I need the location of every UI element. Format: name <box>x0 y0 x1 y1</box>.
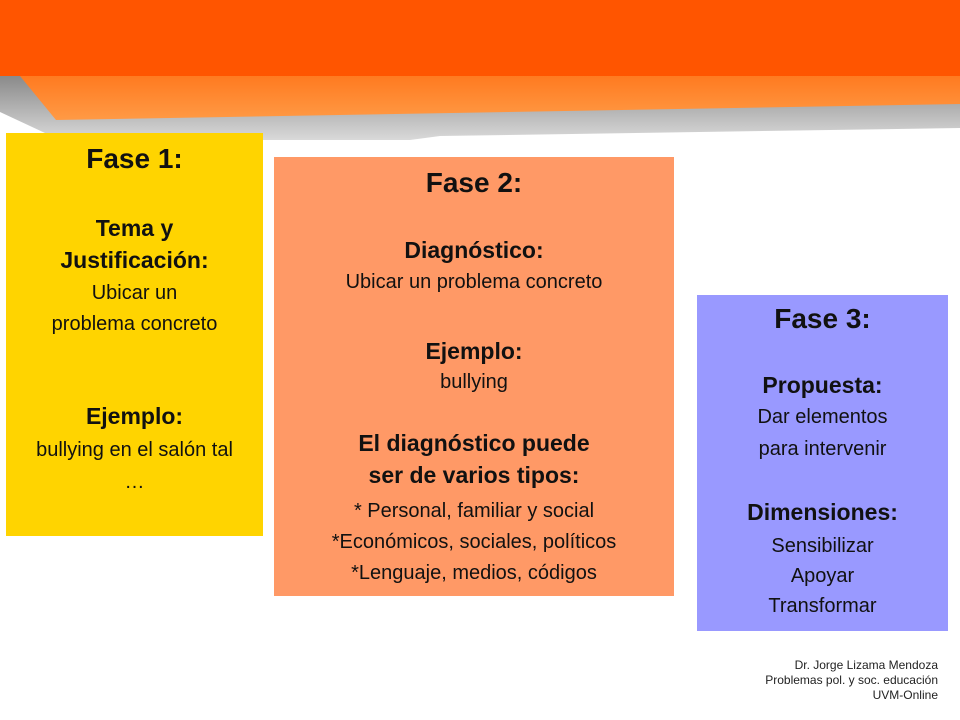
credits <box>765 658 938 703</box>
phase-3-dimension-item: Transformar <box>768 595 877 617</box>
phase-2-title: Fase 2: <box>425 167 523 198</box>
phase-1-text-line-2: problema concreto <box>51 313 218 335</box>
phase-2-types-heading-line-1: El diagnóstico puede <box>358 430 590 456</box>
phase-3-text-line-1: Dar elementos <box>757 406 888 428</box>
phase-3-dimension-item: Sensibilizar <box>771 535 874 557</box>
phase-2-heading: Diagnóstico: <box>404 237 544 263</box>
phase-3-box <box>697 295 948 631</box>
phase-2-box <box>274 157 674 596</box>
phase-2-type-item: *Lenguaje, medios, códigos <box>351 562 597 584</box>
phase-1-example-line-2: … <box>124 471 145 493</box>
phase-2-types-heading-line-2: ser de varios tipos: <box>368 462 580 488</box>
phase-1-box <box>6 133 263 536</box>
header-banner <box>0 0 960 140</box>
credits-institution: UVM-Online <box>872 688 938 702</box>
phase-1-text-line-1: Ubicar un <box>91 282 178 304</box>
credits-author: Dr. Jorge Lizama Mendoza <box>794 658 938 672</box>
phase-1-example-heading: Ejemplo: <box>85 403 184 429</box>
header-orange-band <box>0 0 960 76</box>
phase-3-text-line-2: para intervenir <box>758 438 887 460</box>
phase-1-title: Fase 1: <box>86 143 183 174</box>
phase-1-heading-line-1: Tema y <box>95 215 174 241</box>
phase-1-heading-line-2: Justificación: <box>60 247 209 273</box>
phase-3-dimensions-heading: Dimensiones: <box>747 499 898 525</box>
credits-course: Problemas pol. y soc. educación <box>765 673 938 687</box>
phase-3-heading: Propuesta: <box>762 372 883 398</box>
phase-2-type-item: *Económicos, sociales, políticos <box>331 531 617 553</box>
phase-2-example-heading: Ejemplo: <box>425 338 523 364</box>
phase-2-text: Ubicar un problema concreto <box>345 271 603 293</box>
phase-2-type-item: * Personal, familiar y social <box>353 500 595 522</box>
phase-3-dimension-item: Apoyar <box>790 565 855 587</box>
phase-2-example-text: bullying <box>440 371 508 393</box>
phase-1-example-line-1: bullying en el salón tal <box>36 439 233 461</box>
phase-3-title: Fase 3: <box>774 303 871 334</box>
